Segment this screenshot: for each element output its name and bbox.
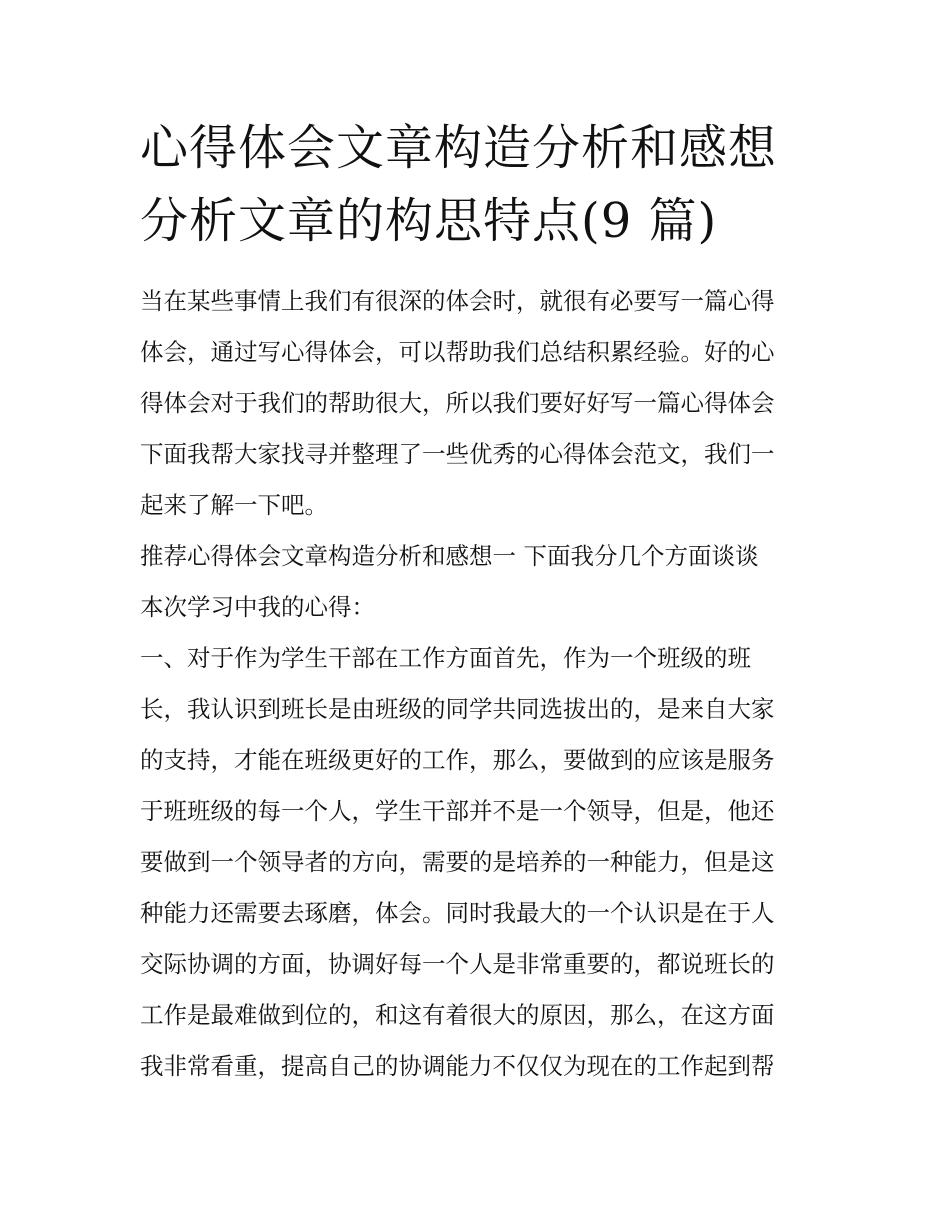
body-line: 长，我认识到班长是由班级的同学共同选拔出的，是来自大家 [140,695,775,723]
body-line: 推荐心得体会文章构造分析和感想一 下面我分几个方面谈谈 [140,542,759,570]
body-line: 工作是最难做到位的，和这有着很大的原因，那么，在这方面 [140,1001,775,1029]
title-line-2: 分析文章的构思特点(9 篇) [140,193,718,249]
body-line: 种能力还需要去琢磨，体会。同时我最大的一个认识是在于人 [140,899,775,927]
document-body [140,276,820,1092]
body-line: 起来了解一下吧。 [140,491,328,519]
body-line: 当在某些事情上我们有很深的体会时，就很有必要写一篇心得 [140,287,775,315]
document-title [140,112,820,258]
body-line: 交际协调的方面，协调好每一个人是非常重要的，都说班长的 [140,950,775,978]
body-line: 于班班级的每一个人，学生干部并不是一个领导，但是，他还 [140,797,775,825]
body-line: 要做到一个领导者的方向，需要的是培养的一种能力，但是这 [140,848,775,876]
body-line: 一、对于作为学生干部在工作方面首先，作为一个班级的班 [140,644,751,672]
body-line: 本次学习中我的心得： [140,593,375,621]
title-line-1: 心得体会文章构造分析和感想 [140,120,778,176]
body-line: 下面我帮大家找寻并整理了一些优秀的心得体会范文，我们一 [140,440,775,468]
body-line: 的支持，才能在班级更好的工作，那么，要做到的应该是服务 [140,746,775,774]
body-line: 我非常看重，提高自己的协调能力不仅仅为现在的工作起到帮 [140,1052,775,1080]
body-line: 得体会对于我们的帮助很大，所以我们要好好写一篇心得体会 [140,389,775,417]
body-line: 体会，通过写心得体会，可以帮助我们总结积累经验。好的心 [140,338,775,366]
